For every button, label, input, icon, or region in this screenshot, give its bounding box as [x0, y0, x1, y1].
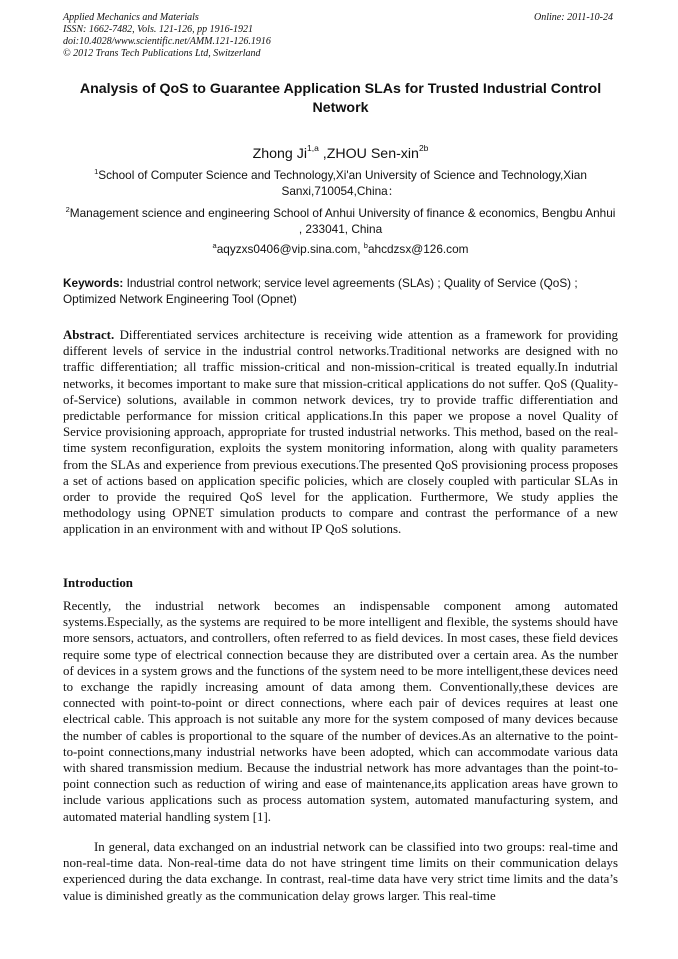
email-a: aqyzxs0406@vip.sina.com, [216, 242, 364, 256]
abstract-text: Differentiated services architecture is receiving wide attention as a framework for providing different levels of service in the industrial control networks.Traditional networks are designed with no traffic differentiation; all traffic mission-critical and non-mission-critical is treated equally.In indutrial networks, it becomes important to make sure that mission-critical applications do not suffer. QoS (Quality-of-Service) solutions, available in common network devices, try to provide traffic differentiation and predictable performance for mission critical applications.In this paper we propose a novel Quality of Service provisioning approach, appropriate for trusted industrial networks. This method, based on the real-time system reconfiguration, exploits the system monitoring information, along with quality parameters from the SLAs and experience from previous executions.The presented QoS provisioning process proposes a set of actions based on application specific policies, which are closely coupled with particular SLAs in order to provide the required QoS level for the application. Furthermore, We study applies the methodology using OPNET simulation products to compare and contrast the performance of a new application in an environment with and without IP QoS solutions. [63, 328, 618, 537]
abstract-block [63, 327, 618, 538]
email-b: ahcdzsx@126.com [367, 242, 469, 256]
affiliation-1-text: School of Computer Science and Technology,Xi'an University of Science and Technology,Xian Sanxi,710054,China： [98, 168, 587, 198]
author-separator: , [318, 146, 327, 162]
affiliation-2-text: Management science and engineering School of Anhui University of finance & economics, Bengbu Anhui , 233041, China [69, 206, 616, 236]
introduction-paragraph-1: Recently, the industrial network becomes an indispensable component among automated systems.Especially, as the systems are required to be more intelligent and flexible, the systems should have more sensors, actuators, and controllers, often referred to as field devices. In most cases, these field devices require some type of electrical connection because they are distributed over a certain area. As the number of devices in a system grows and the functions of the system need to be more intelligent,these devices need to exchange the rapidly increasing amount of data among them. Conventionally,these devices are connected with point-to-point or direct connections, where each pair of devices requires at least one electrical cable. This approach is not suitable any more for the system composed of many devices because the number of cables is proportional to the square of the number of devices.As an alternative to the point-to-point connections,many industrial networks have been adopted, which can accommodate various data with shared transmission medium. Because the industrial network has more advantages than the point-to-point connection such as reduction of wiring and ease of maintenance,its application areas have grown to include various applications such as process automation system, automated manufacturing system, and automated material handling system [1]. [63, 599, 618, 824]
keywords-text: Industrial control network; service level agreements (SLAs) ; Quality of Service (QoS) ; Optimized Network Engineering Tool (Opnet) [63, 276, 578, 306]
introduction-paragraph-2: In general, data exchanged on an industrial network can be classified into two groups: real-time and non-real-time data. Non-real-time data do not have stringent time limits on their communication delays experienced during the data exchange. In contrast, real-time data have very strict time limits and the data’s value is diminished greatly as the communication delay grows larger. This real-time [63, 840, 618, 903]
affiliation-2-marker: 2 [65, 205, 70, 214]
affiliation-2 [63, 205, 618, 237]
introduction-heading: Introduction [63, 576, 133, 590]
journal-header [63, 12, 619, 60]
author-emails [63, 241, 618, 257]
keywords-label: Keywords: [63, 276, 124, 290]
copyright-line: © 2012 Trans Tech Publications Ltd, Switzerland [63, 48, 261, 59]
email-b-marker: b [363, 241, 368, 250]
affiliation-1 [63, 167, 618, 199]
paper-title: Analysis of QoS to Guarantee Application SLAs for Trusted Industrial Control Network [79, 81, 602, 116]
author-1-name: Zhong Ji [252, 146, 307, 162]
author-2-name: ZHOU Sen-xin [326, 146, 419, 162]
author-2-superscript: 2b [418, 143, 429, 153]
abstract-label: Abstract. [63, 328, 115, 342]
online-date: Online: 2011-10-24 [534, 12, 613, 23]
affiliation-1-marker: 1 [94, 167, 99, 176]
doi-line: doi:10.4028/www.scientific.net/AMM.121-126.1916 [63, 36, 271, 47]
email-a-marker: a [212, 241, 217, 250]
keywords-block [63, 275, 618, 307]
author-line [63, 145, 618, 163]
author-1-superscript: 1,a [306, 143, 319, 153]
journal-name: Applied Mechanics and Materials [63, 12, 199, 23]
issn-line: ISSN: 1662-7482, Vols. 121-126, pp 1916-1921 [63, 24, 253, 35]
